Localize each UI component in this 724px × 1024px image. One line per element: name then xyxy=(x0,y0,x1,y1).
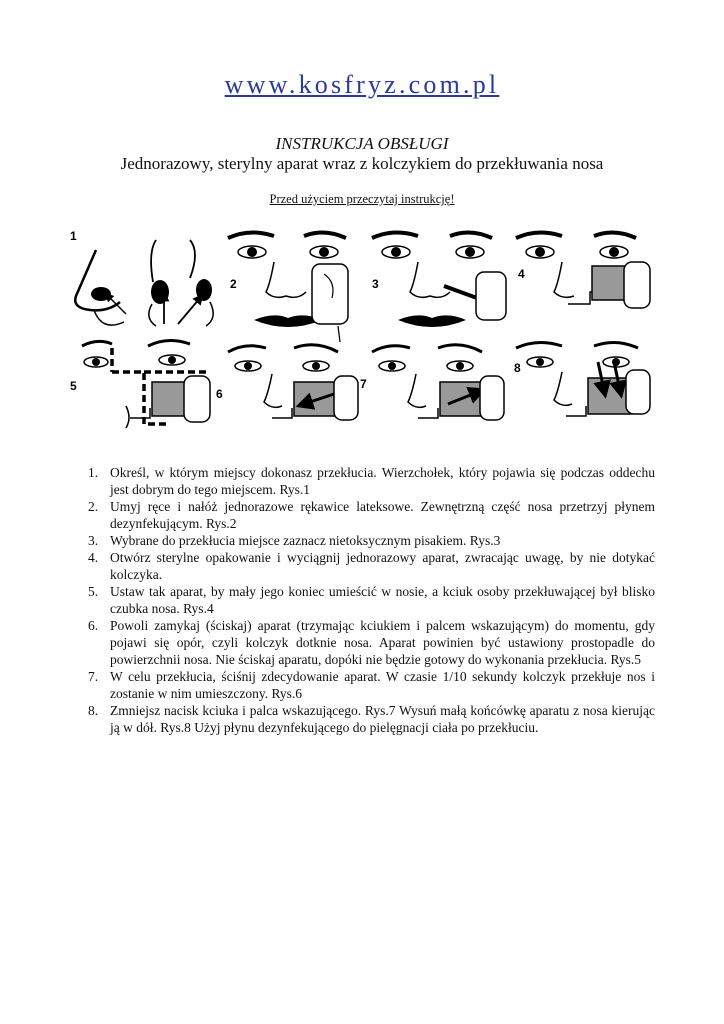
panel-number: 2 xyxy=(230,277,237,291)
illustration-panel-8 xyxy=(514,342,650,416)
list-item: 8. Zmniejsz nacisk kciuka i palca wskazującego. Rys.7 Wysuń małą końcówkę aparatu z nosa kierując ją w dół. Rys.8 Użyj płynu dezynfekującego do pielęgnacji ciała po przekłuciu. xyxy=(88,703,655,735)
instructions-list xyxy=(88,464,655,736)
list-item: 6. Powoli zamykaj (ściskaj) aparat (trzymając kciukiem i palcem wskazującym) do momentu, gdy pojawi się opór, czyli kolczyk dotknie nosa. Aparat powinien być ustawiony prostopadle do powierzchnii nosa. Nie ściskaj aparatu, dopóki nie będzie gotowy do wykonania przekłucia. Rys.5 xyxy=(88,618,655,667)
illustration-panel-7 xyxy=(228,345,367,420)
panel-number: 6 xyxy=(216,387,223,401)
illustration-panel-2 xyxy=(228,232,348,342)
panel-number: 8 xyxy=(514,361,521,375)
instruction-illustrations xyxy=(68,222,656,448)
list-item: 5. Ustaw tak aparat, by mały jego koniec umieścić w nosie, a kciuk osoby przekłuwającej był blisko czubka nosa. Rys.4 xyxy=(88,584,655,616)
website-link[interactable]: www.kosfryz.com.pl xyxy=(224,70,500,99)
list-item: 3. Wybrane do przekłucia miejsce zaznacz nietoksycznym pisakiem. Rys.3 xyxy=(88,533,501,548)
illustration-panel-7b xyxy=(372,345,504,420)
document-subtitle: Jednorazowy, sterylny aparat wraz z kolczykiem do przekłuwania nosa xyxy=(120,154,604,173)
document-title: INSTRUKCJA OBSŁUGI xyxy=(275,134,449,153)
panel-number: 7 xyxy=(360,377,367,391)
illustration-panel-1 xyxy=(70,229,213,326)
panel-number: 3 xyxy=(372,277,379,291)
list-item: 4. Otwórz sterylne opakowanie i wyciągnij jednorazowy aparat, zwracając uwagę, by nie dotykać kolczyka. xyxy=(88,550,655,582)
panel-number: 1 xyxy=(70,229,77,243)
illustration-panel-4 xyxy=(516,232,650,308)
panel-number: 4 xyxy=(518,267,525,281)
list-item: 1. Określ, w którym miejscy dokonasz przekłucia. Wierzchołek, który pojawia się podczas oddechu jest dobrym do tego miejscem. Rys.1 xyxy=(88,465,655,497)
list-item: 2. Umyj ręce i nałóż jednorazowe rękawice lateksowe. Zewnętrzną część nosa przetrzyj płynem dezynfekującym. Rys.2 xyxy=(88,499,655,531)
panel-number: 5 xyxy=(70,379,77,393)
list-item: 7. W celu przekłucia, ściśnij zdecydowanie aparat. W czasie 1/10 sekundy kolczyk przekłuje nos i zostanie w nim umieszczony. Rys.6 xyxy=(88,669,655,701)
illustration-panel-3 xyxy=(372,232,506,327)
read-instructions-warning: Przed użyciem przeczytaj instrukcję! xyxy=(269,192,455,206)
